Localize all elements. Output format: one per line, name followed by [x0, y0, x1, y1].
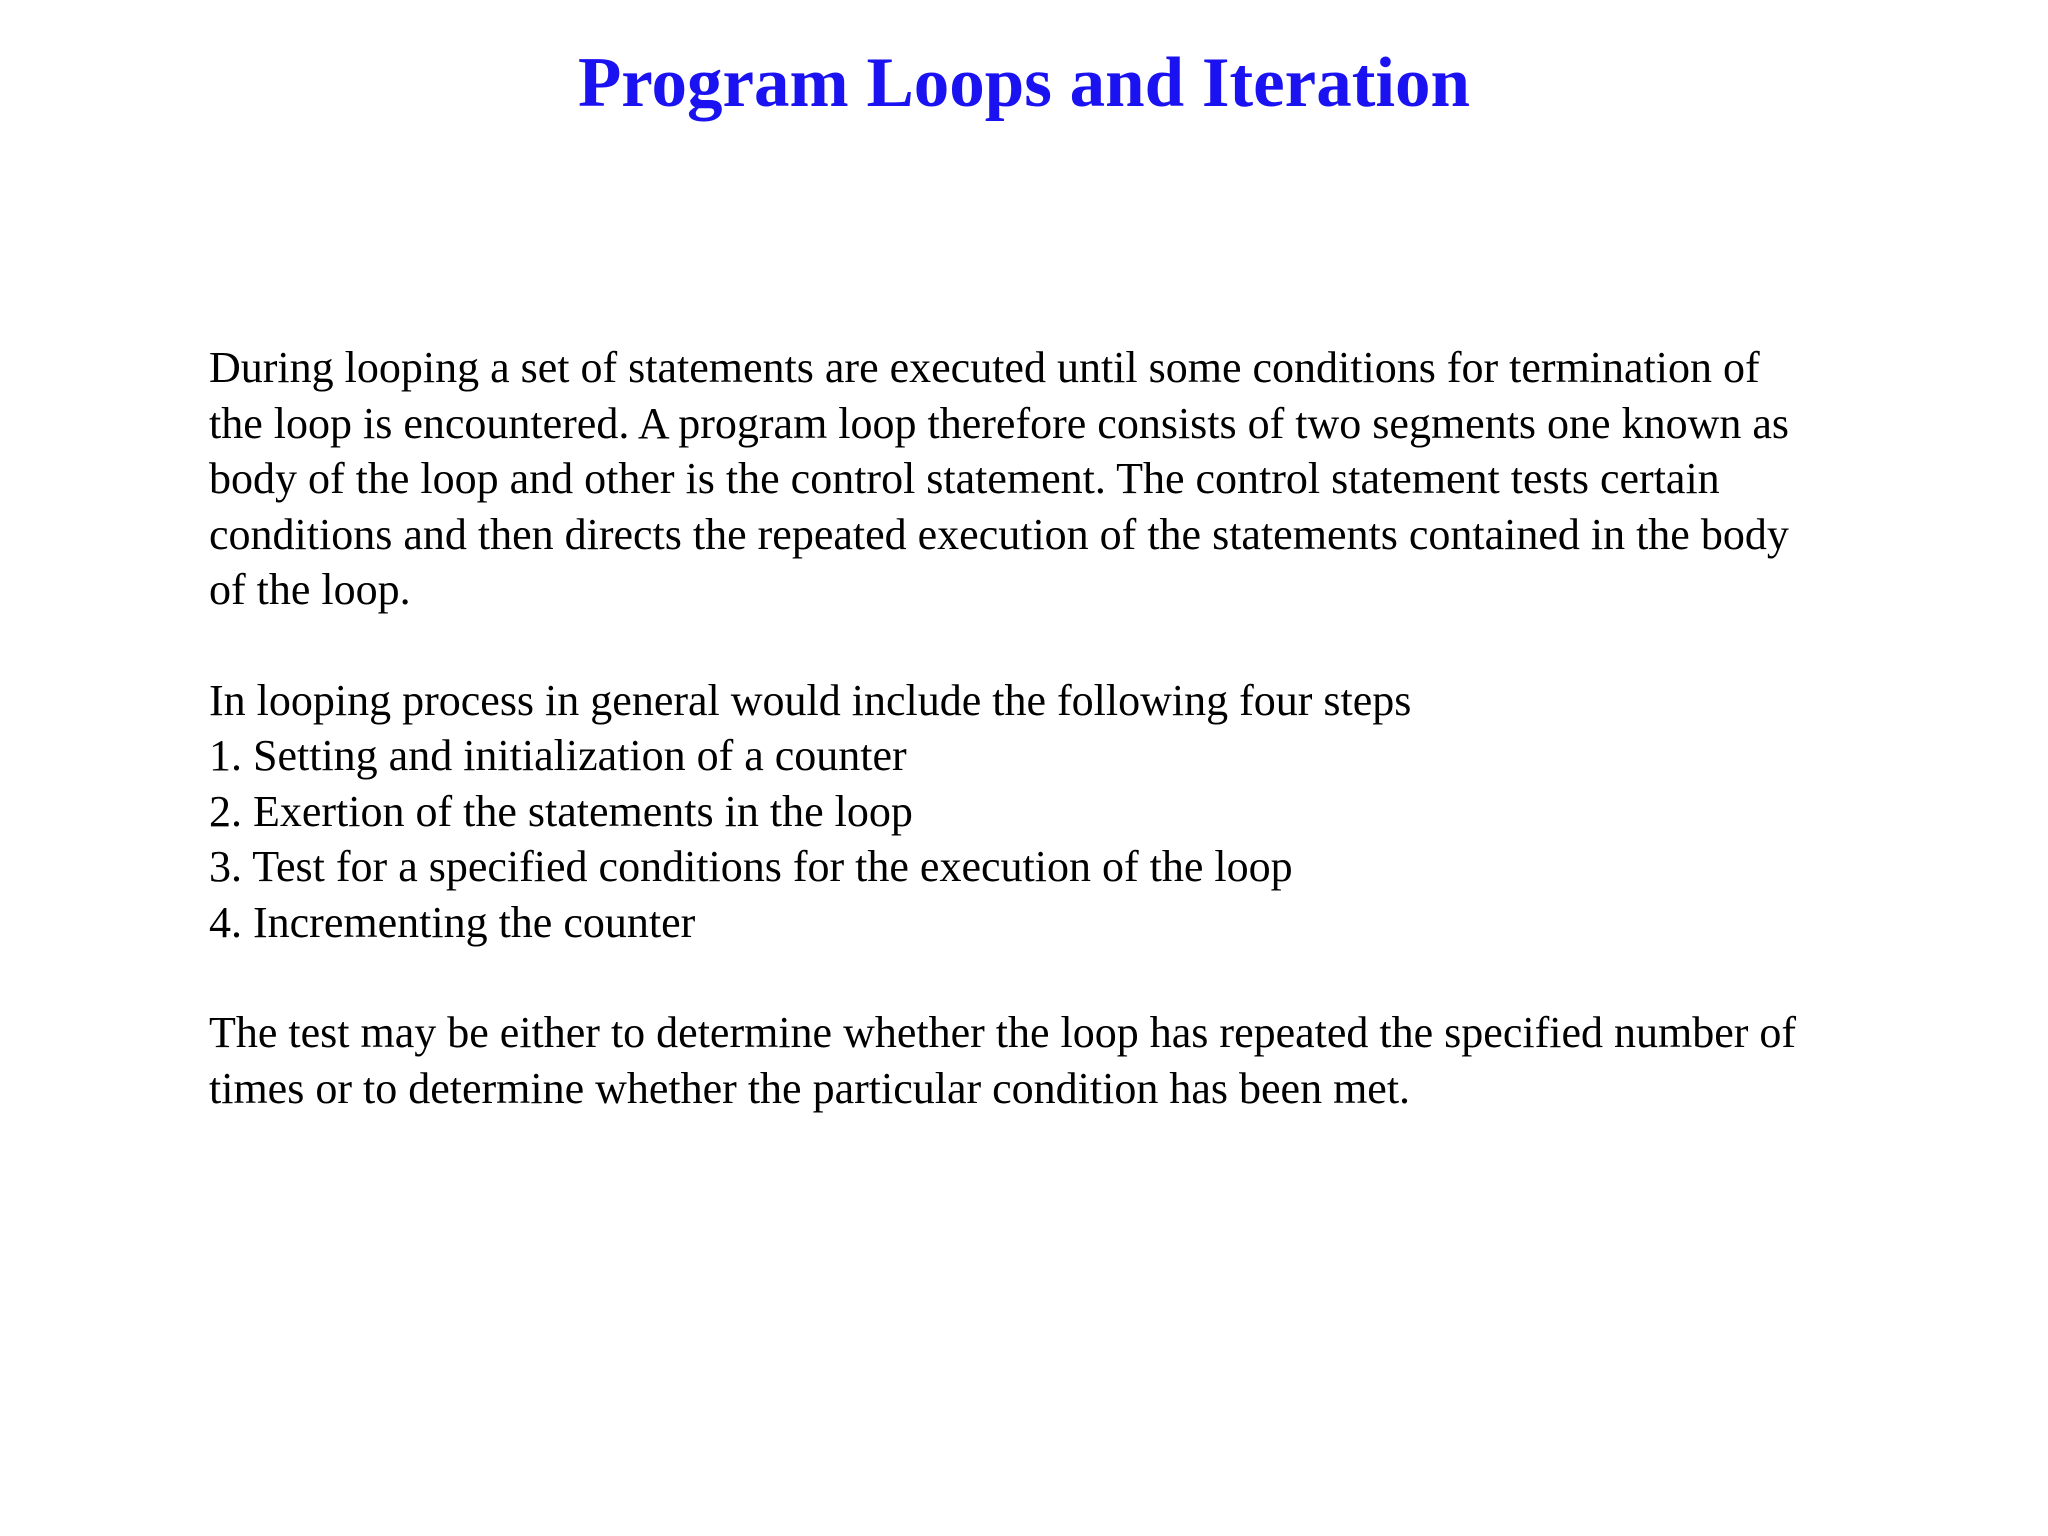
paragraph-line: body of the loop and other is the control statement. The control statement tests certain: [209, 454, 1720, 503]
step-item-3: 3. Test for a specified conditions for the execution of the loop: [209, 842, 1293, 891]
paragraph-line: times or to determine whether the particular condition has been met.: [209, 1063, 1411, 1113]
paragraph-line: the loop is encountered. A program loop therefore consists of two segments one known as: [209, 398, 1790, 448]
paragraph-line: During looping a set of statements are executed until some conditions for termination of: [209, 343, 1760, 392]
steps-list: [209, 728, 1909, 950]
slide-title: Program Loops and Iteration: [577, 44, 1471, 122]
paragraph-spacer: [209, 618, 1909, 673]
steps-intro: In looping process in general would include the following four steps: [209, 675, 1412, 725]
step-item-4: 4. Incrementing the counter: [209, 897, 696, 947]
intro-paragraph: [209, 340, 1909, 618]
paragraph-line: conditions and then directs the repeated execution of the statements contained in the body: [209, 509, 1789, 559]
slide-body: [209, 340, 1909, 1116]
paragraph-spacer: [209, 950, 1909, 1005]
step-item-2: 2. Exertion of the statements in the loop: [209, 786, 913, 836]
closing-paragraph: [209, 1005, 1909, 1116]
paragraph-line: of the loop.: [209, 565, 411, 614]
paragraph-line: The test may be either to determine whether the loop has repeated the specified number of: [209, 1008, 1797, 1057]
step-item-1: 1. Setting and initialization of a counter: [209, 731, 907, 780]
